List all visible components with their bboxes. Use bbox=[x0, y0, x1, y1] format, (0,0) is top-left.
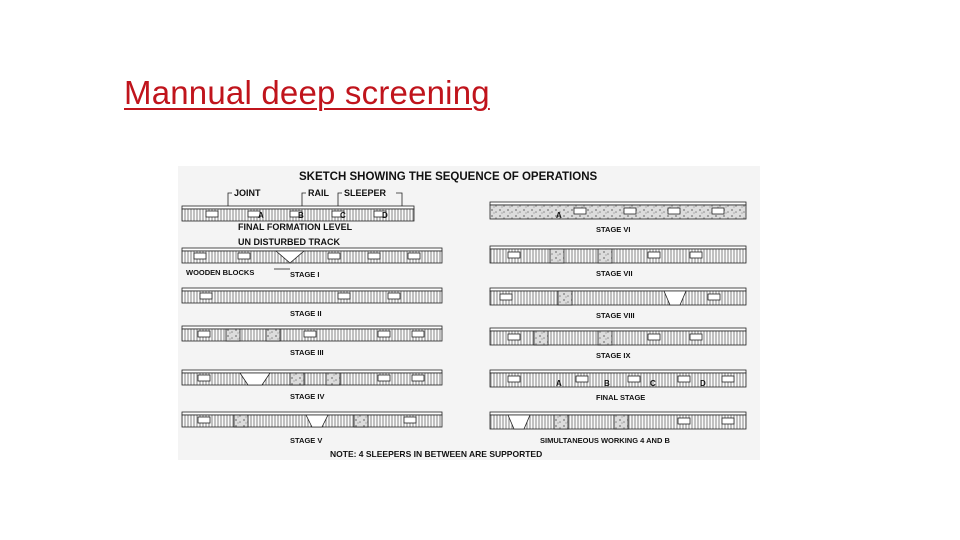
sleeper-label: SLEEPER bbox=[344, 188, 387, 198]
footnote: NOTE: 4 SLEEPERS IN BETWEEN ARE SUPPORTED bbox=[330, 449, 543, 459]
track-reference bbox=[182, 206, 414, 221]
stage-label: STAGE V bbox=[290, 436, 323, 445]
section-letter: A bbox=[258, 211, 264, 220]
stage-label: STAGE IV bbox=[290, 392, 325, 401]
stage-label: STAGE VIII bbox=[596, 311, 635, 320]
section-letter: B bbox=[604, 379, 610, 388]
stage-iii-track bbox=[182, 326, 442, 341]
rail-label: RAIL bbox=[308, 188, 329, 198]
undisturbed-track-label: UN DISTURBED TRACK bbox=[238, 237, 340, 247]
section-letter: C bbox=[650, 379, 656, 388]
sketch-heading: SKETCH SHOWING THE SEQUENCE OF OPERATIONS bbox=[299, 171, 598, 183]
stage-vi-track bbox=[490, 202, 746, 220]
stage-v-track bbox=[182, 412, 442, 427]
joint-label: JOINT bbox=[234, 188, 261, 198]
stage-label: STAGE VI bbox=[596, 225, 631, 234]
section-letter: A bbox=[556, 211, 562, 220]
sequence-sketch-figure bbox=[178, 166, 760, 460]
stage-label: SIMULTANEOUS WORKING 4 AND B bbox=[540, 436, 670, 445]
section-letter: A bbox=[556, 379, 562, 388]
stage-label: STAGE II bbox=[290, 309, 322, 318]
stage-label: STAGE VII bbox=[596, 269, 633, 278]
stage-iv-track bbox=[182, 370, 442, 385]
stage-label: STAGE IX bbox=[596, 351, 631, 360]
final-formation-level-label: FINAL FORMATION LEVEL bbox=[238, 222, 353, 232]
section-letter: B bbox=[298, 211, 304, 220]
section-letter: D bbox=[382, 211, 388, 220]
stage-label: FINAL STAGE bbox=[596, 393, 646, 402]
slide-title: Mannual deep screening bbox=[124, 74, 490, 111]
rail-line bbox=[182, 206, 414, 209]
sequence-sketch-svg bbox=[178, 166, 760, 460]
wooden-blocks-label: WOODEN BLOCKS bbox=[186, 268, 255, 277]
section-letter: C bbox=[340, 211, 346, 220]
section-letter: D bbox=[700, 379, 706, 388]
stage-label: STAGE I bbox=[290, 270, 320, 279]
final-stage-track bbox=[490, 370, 746, 388]
stage-viii-track bbox=[490, 288, 746, 305]
stage-ii-track bbox=[182, 288, 442, 303]
stage-ix-track bbox=[490, 328, 746, 345]
stage-label: STAGE III bbox=[290, 348, 324, 357]
sleeper-block bbox=[206, 211, 218, 217]
simultaneous-working-track bbox=[490, 412, 746, 429]
stage-vii-track bbox=[490, 246, 746, 263]
stage-i-track bbox=[182, 248, 442, 263]
